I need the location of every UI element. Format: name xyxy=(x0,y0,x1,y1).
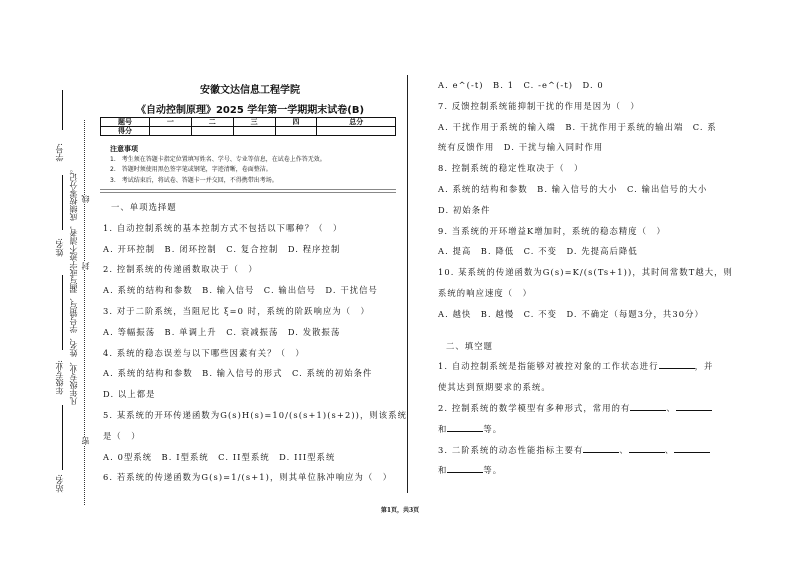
answer-blank[interactable] xyxy=(583,443,619,453)
double-divider xyxy=(100,189,396,193)
table-cell: 二 xyxy=(191,118,233,127)
name-line xyxy=(62,175,63,230)
school-name: 安徽文达信息工程学院 xyxy=(200,85,300,96)
question-line: A. 系统的结构和参数 B. 输入信号 C. 输出信号 D. 干扰信号 xyxy=(103,285,378,296)
score-input[interactable] xyxy=(275,127,317,136)
notes xyxy=(110,144,326,186)
seal-char-mi: 密 xyxy=(81,437,90,445)
table-cell: 总分 xyxy=(317,118,396,127)
question-line: A. 开环控制 B. 闭环控制 C. 复合控制 D. 程序控制 xyxy=(103,243,341,254)
answer-blank[interactable] xyxy=(630,401,666,411)
left-column xyxy=(103,197,407,488)
answer-blank[interactable] xyxy=(676,401,712,411)
notes-heading: 注意事项 xyxy=(110,145,138,153)
question-line: 10. 某系统的传递函数为G(s)=K/(s(Ts+1))，其时间常数T越大，则 xyxy=(438,267,733,278)
section-heading: 一、单项选择题 xyxy=(111,202,177,212)
table-cell: 题号 xyxy=(101,118,150,127)
seal-char-feng: 封 xyxy=(81,262,90,270)
separator: 、 xyxy=(664,444,675,455)
answer-blank[interactable] xyxy=(447,463,483,473)
question-line: 9. 当系统的开环增益K增加时，系统的稳态精度（ ） xyxy=(438,225,666,236)
question-line: 2. 控制系统的传递函数取决于（ ） xyxy=(103,264,258,275)
score-input[interactable] xyxy=(191,127,233,136)
question-text: ，并 xyxy=(694,361,714,372)
column-divider xyxy=(407,75,408,493)
question-line: A. 0型系统 B. I型系统 C. II型系统 D. III型系统 xyxy=(103,451,336,462)
separator: 、 xyxy=(619,444,629,455)
exam-title: 《自动控制原理》2025 学年第一学期期末试卷(B) xyxy=(135,105,365,116)
score-table xyxy=(100,117,396,136)
question-line: 8. 控制系统的稳定性取决于（ ） xyxy=(438,163,584,174)
question-text: 和 xyxy=(438,465,448,476)
note-item: 3. 考试结束后，将试卷、答题卡一并交回，不得携带出考场。 xyxy=(110,176,278,184)
question-line: 5. 某系统的开环传递函数为G(s)H(s)=10/(s(s+1)(s+2))，则该系统 xyxy=(103,409,407,420)
question-text: 2. 控制系统的数学模型有多种形式，常用的有 xyxy=(438,402,631,413)
question-text: 等。 xyxy=(483,423,503,434)
question-line: 3. 对于二阶系统，当阻尼比 ξ=0 时，系统的阶跃响应为（ ） xyxy=(103,305,370,316)
note-item: 1. 考生须在答题卡指定位置填写姓名、学号、专业等信息，在试卷上作答无效。 xyxy=(110,155,326,163)
answer-blank[interactable] xyxy=(447,422,483,432)
grade-major-label: 年级专业: xyxy=(55,360,64,395)
score-input[interactable] xyxy=(233,127,275,136)
question-line: 7. 反馈控制系统能抑制干扰的作用是因为（ ） xyxy=(438,100,640,111)
question-line: 统有反馈作用 D. 干扰与输入同时作用 xyxy=(438,142,604,153)
question-line: 6. 若系统的传递函数为G(s)=1/(s+1)，则其单位脉冲响应为（ ） xyxy=(103,472,393,483)
question-line: A. e^(-t) B. 1 C. -e^(-t) D. 0 xyxy=(438,80,604,90)
student-id-label: 学号: xyxy=(55,143,64,162)
seal-char-xian: 线 xyxy=(81,195,90,203)
question-line: A. 提高 B. 降低 C. 不变 D. 先提高后降低 xyxy=(438,246,638,257)
table-row xyxy=(101,127,396,136)
table-cell: 得分 xyxy=(101,127,150,136)
fill-question-2-cont xyxy=(438,419,733,440)
page-number: 第1页，共3页 xyxy=(380,507,420,514)
question-text: 和 xyxy=(438,423,448,434)
question-text: 1. 自动控制系统是指能够对被控对象的工作状态进行 xyxy=(438,361,659,372)
right-column xyxy=(438,75,733,481)
question-line: 系统的响应速度（ ） xyxy=(438,287,532,298)
question-text: 等。 xyxy=(483,465,503,476)
score-input[interactable] xyxy=(150,127,192,136)
question-line: 4. 系统的稳态误差与以下哪些因素有关？（ ） xyxy=(103,347,305,358)
table-row xyxy=(101,118,396,127)
question-line: A. 等幅振荡 B. 单调上升 C. 衰减振荡 D. 发散振荡 xyxy=(103,326,341,337)
fill-question-3 xyxy=(438,440,733,461)
question-line: A. 越快 B. 越慢 C. 不变 D. 不确定（每题3分，共30分） xyxy=(438,308,704,319)
question-line: D. 初始条件 xyxy=(438,204,491,215)
section-heading: 二、填空题 xyxy=(446,340,493,351)
separator: 、 xyxy=(666,402,676,413)
question-line: A. 系统的结构和参数 B. 输入信号的大小 C. 输出信号的大小 xyxy=(438,183,708,194)
student-id-line xyxy=(62,90,63,130)
table-cell: 三 xyxy=(233,118,275,127)
question-line: 是（ ） xyxy=(103,430,141,441)
question-line: 使其达到预期要求的系统。 xyxy=(438,382,551,393)
answer-blank[interactable] xyxy=(629,443,665,453)
score-input[interactable] xyxy=(317,127,396,136)
question-line: D. 以上都是 xyxy=(103,389,156,400)
answer-blank[interactable] xyxy=(674,443,710,453)
fill-question-2 xyxy=(438,398,733,419)
name-label: 姓名: xyxy=(55,238,64,257)
station-line xyxy=(62,405,63,470)
note-item: 2. 答题时须使用黑色签字笔或钢笔，字迹清晰，卷面整洁。 xyxy=(110,166,272,173)
fill-question-1 xyxy=(438,356,733,377)
question-text: 3. 二阶系统的动态性能指标主要有 xyxy=(438,444,584,455)
question-line: A. 系统的结构和参数 B. 输入信号的形式 C. 系统的初始条件 xyxy=(103,368,373,379)
table-cell: 一 xyxy=(150,118,192,127)
question-line: A. 干扰作用于系统的输入端 B. 干扰作用于系统的输出端 C. 系 xyxy=(438,121,717,132)
question-line: 1. 自动控制系统的基本控制方式不包括以下哪种？（ ） xyxy=(103,222,343,233)
fill-question-3-cont xyxy=(438,460,733,481)
seal-line xyxy=(84,120,85,505)
table-cell: 四 xyxy=(275,118,317,127)
answer-blank[interactable] xyxy=(659,359,695,369)
station-label: 站名: xyxy=(55,474,64,493)
margin-warning: 凡年级专业、姓名、学号错写、漏写或字迹不清者，成绩按零分记。 xyxy=(69,165,78,405)
grade-major-line xyxy=(62,275,63,350)
